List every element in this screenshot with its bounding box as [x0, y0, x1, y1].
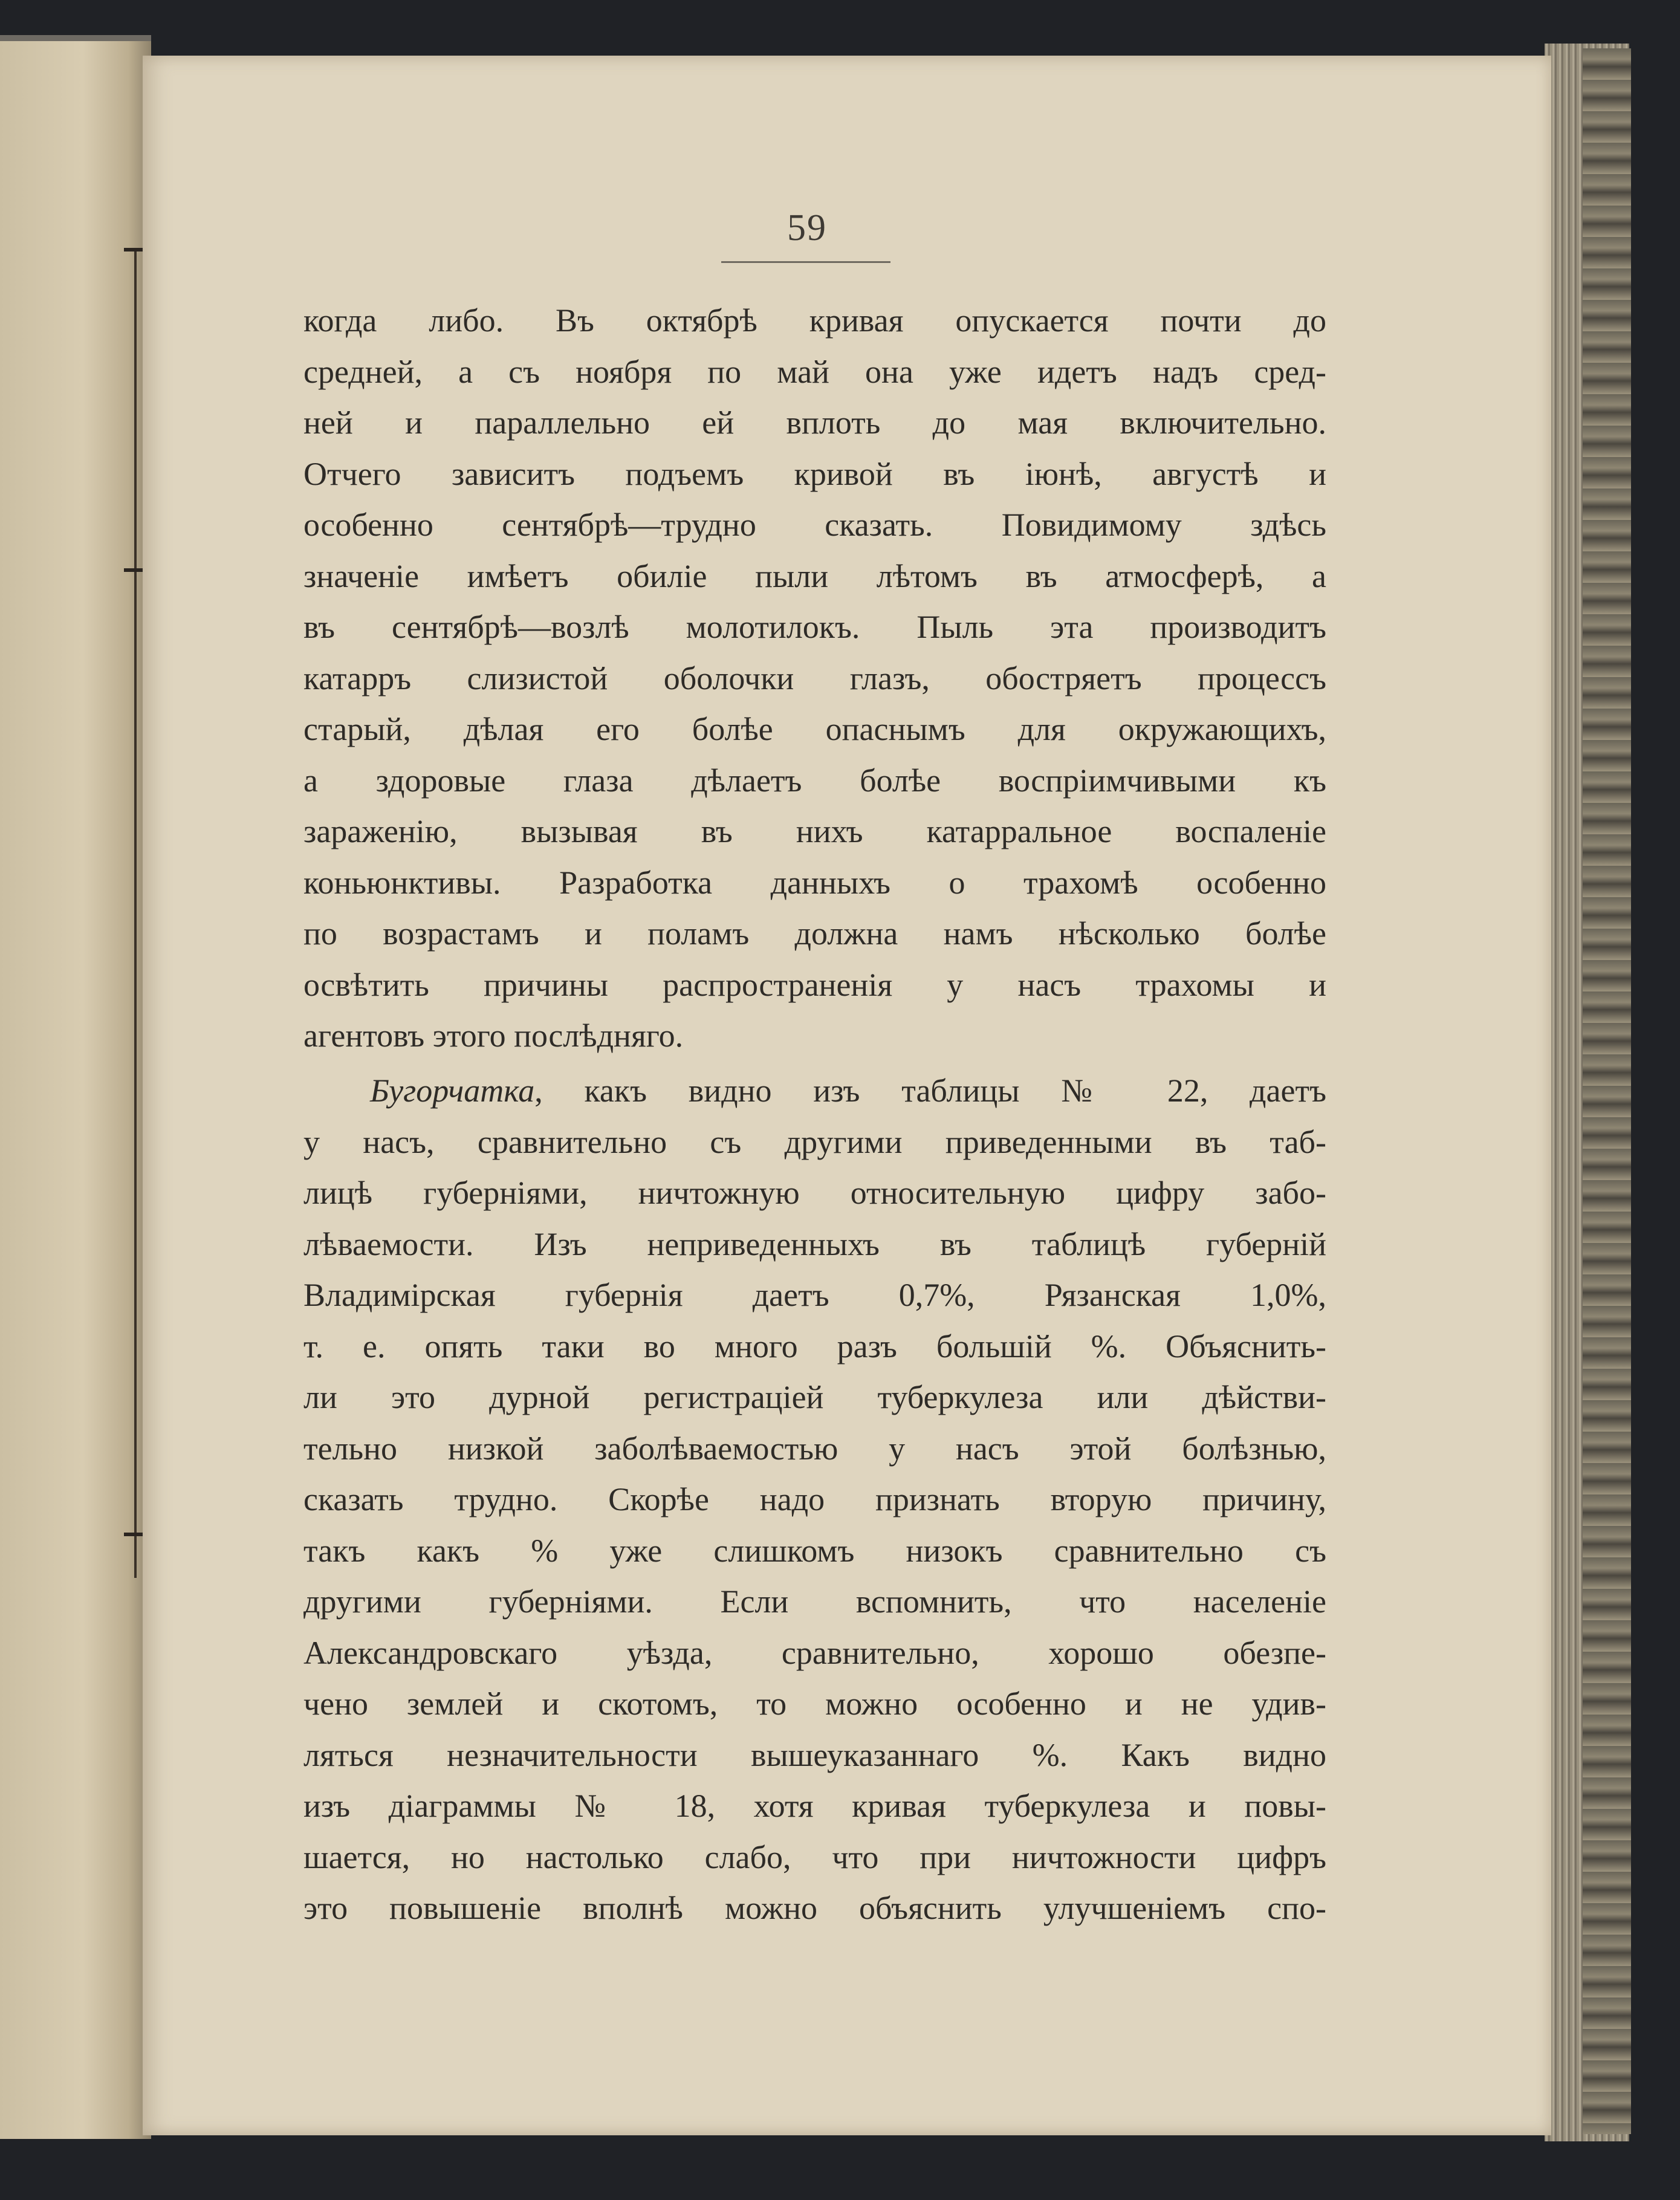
text-line: значенiе имѣетъ обилiе пыли лѣтомъ въ атмосферѣ, а — [303, 557, 1326, 594]
text-line: зараженiю, вызывая въ нихъ катарральное воспаленiе — [303, 813, 1326, 849]
text-line: лѣваемости. Изъ неприведенныхъ въ таблицѣ губернiй — [303, 1225, 1326, 1262]
text-line: въ сентябрѣ—возлѣ молотилокъ. Пыль эта производитъ — [303, 609, 1326, 645]
left-page — [0, 41, 151, 2139]
text-line: Владимiрская губернiя даетъ 0,7%, Рязанская 1,0%, — [303, 1277, 1326, 1313]
paragraph-1 — [303, 295, 1326, 1062]
text-line: освѣтить причины распространенiя у насъ трахомы и — [303, 966, 1326, 1003]
text-line: тельно низкой заболѣваемостью у насъ этой болѣзнью, — [303, 1430, 1326, 1467]
text-line: старый, дѣлая его болѣе опаснымъ для окружающихъ, — [303, 711, 1326, 747]
text-line: шается, но настолько слабо, что при ничтожности цифръ — [303, 1838, 1326, 1875]
emphasized-heading-word: Бугорчатка — [370, 1072, 535, 1109]
text-line: сказать трудно. Скорѣе надо признать вторую причину, — [303, 1481, 1326, 1517]
text-line: ли это дурной регистрацiей туберкулеза или дѣйстви- — [303, 1379, 1326, 1415]
paragraph-2-first-line — [303, 1065, 1326, 1117]
text-line: агентовъ этого послѣдняго. — [303, 1017, 684, 1054]
page-number-rule — [721, 261, 890, 263]
text-line: изъ дiаграммы № 18, хотя кривая туберкулеза и повы- — [303, 1788, 1326, 1824]
text-line: коньюнктивы. Разработка данныхъ о трахомѣ особенно — [303, 864, 1326, 901]
text-line: по возрастамъ и поламъ должна намъ нѣсколько болѣе — [303, 915, 1326, 952]
first-line-text: , какъ видно изъ таблицы № 22, даетъ — [534, 1072, 1326, 1109]
text-line: ляться незначительности вышеуказаннаго %. Какъ видно — [303, 1736, 1326, 1773]
text-line: у насъ, сравнительно съ другими приведенными въ таб- — [303, 1123, 1326, 1160]
text-line: средней, а съ ноября по май она уже идетъ надъ сред- — [303, 353, 1326, 390]
text-line: ней и параллельно ей вплоть до мая включительно. — [303, 404, 1326, 441]
book-spine-line — [134, 248, 137, 1578]
text-line: чено землей и скотомъ, то можно особенно и не удив- — [303, 1686, 1326, 1722]
text-line: это повышенiе вполнѣ можно объяснить улучшенiемъ спо- — [303, 1890, 1326, 1926]
text-line: Отчего зависитъ подъемъ кривой въ iюнѣ, августѣ и — [303, 455, 1326, 492]
text-line: а здоровые глаза дѣлаетъ болѣе воспрiимчивыми къ — [303, 762, 1326, 799]
text-line: когда либо. Въ октябрѣ кривая опускается почти до — [303, 302, 1326, 339]
text-line: лицѣ губернiями, ничтожную относительную цифру забо- — [303, 1175, 1326, 1211]
text-line: особенно сентябрѣ—трудно сказать. Повидимому здѣсь — [303, 507, 1326, 543]
text-line: катарръ слизистой оболочки глазъ, обостряетъ процессъ — [303, 660, 1326, 696]
text-line: другими губернiями. Если вспомнить, что населенiе — [303, 1583, 1326, 1620]
paragraph-2 — [303, 1065, 1326, 1934]
text-line: Александровскаго уѣзда, сравнительно, хорошо обезпе- — [303, 1634, 1326, 1671]
text-line: такъ какъ % уже слишкомъ низокъ сравнительно съ — [303, 1532, 1326, 1569]
right-cover-edge — [1583, 48, 1631, 2134]
page-number: 59 — [787, 207, 827, 248]
text-line: т. е. опять таки во много разъ большiй %. Объяснить- — [303, 1328, 1326, 1364]
